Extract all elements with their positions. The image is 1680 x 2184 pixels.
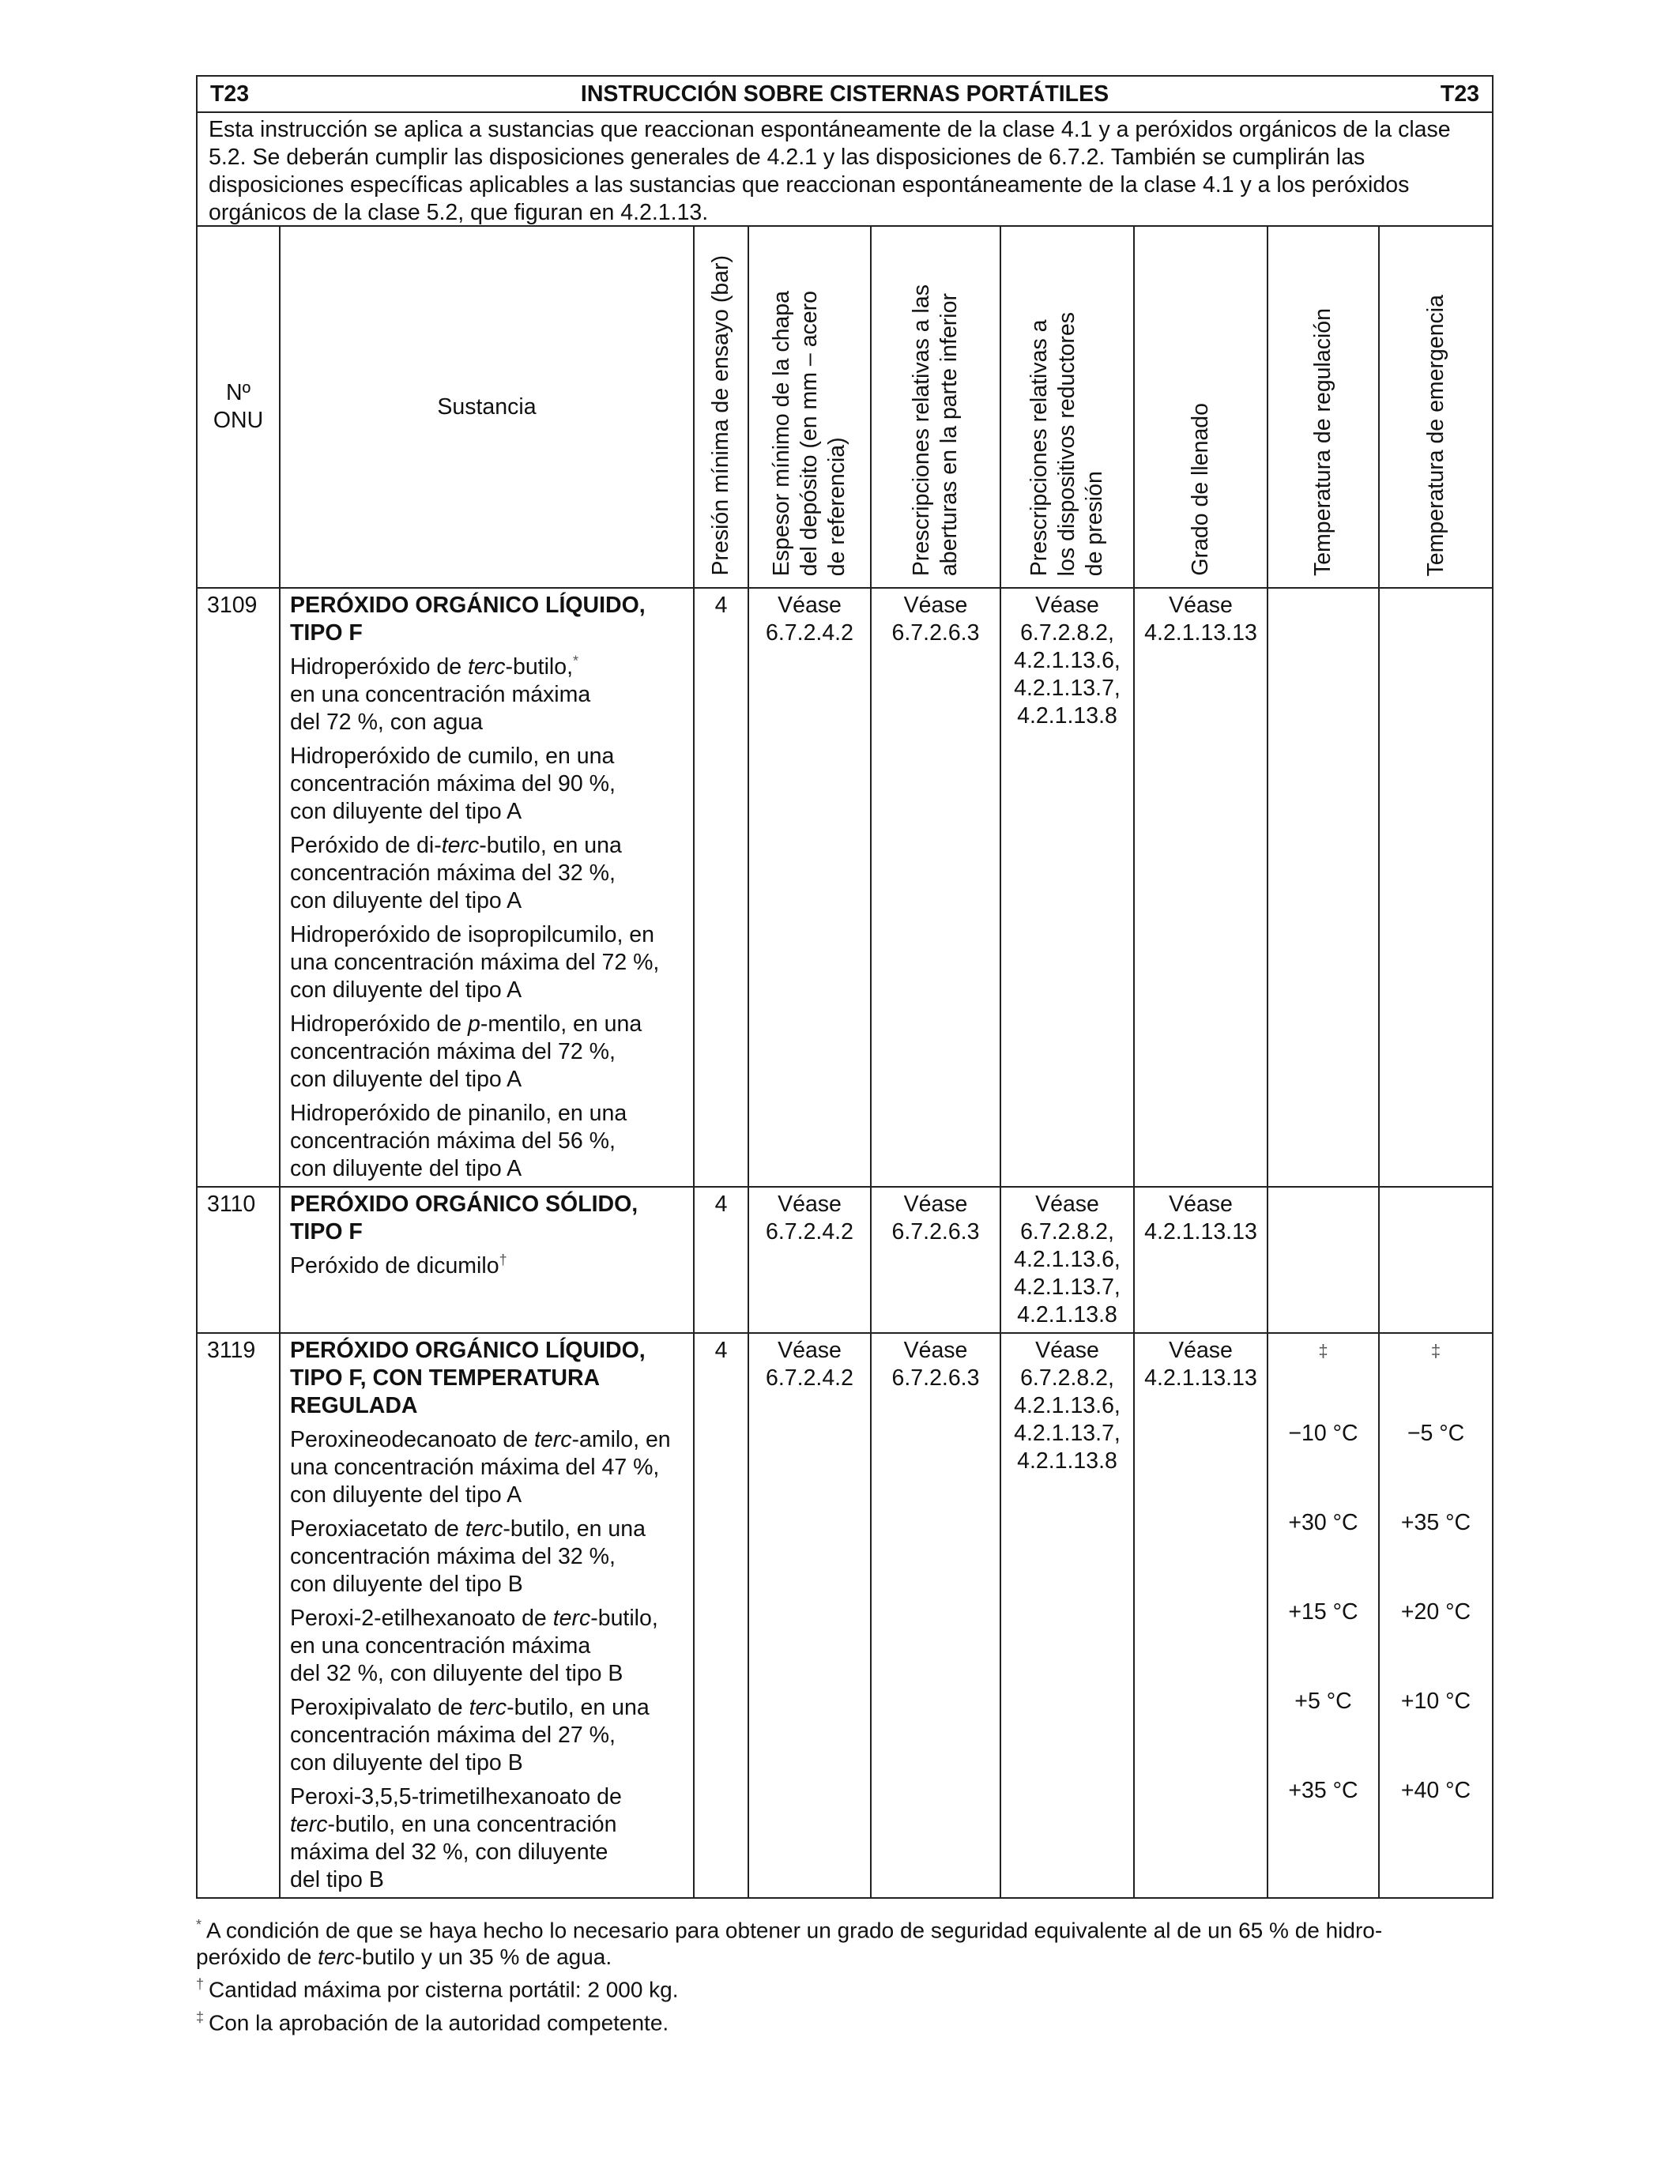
aberturas-ref: Véase 6.7.2.6.3 [891, 1192, 980, 1245]
espesor-ref: Véase 6.7.2.4.2 [766, 593, 853, 646]
instruction-code-right: T23 [1440, 81, 1480, 107]
table-row [197, 1187, 1493, 1333]
reductores-ref: Véase 6.7.2.8.2, 4.2.1.13.6, 4.2.1.13.7, 4.2.1.13.8 [1014, 1192, 1121, 1327]
header-emergencia: Temperatura de emergencia [1379, 226, 1493, 588]
reductores-ref: Véase 6.7.2.8.2, 4.2.1.13.6, 4.2.1.13.7, 4.2.1.13.8 [1014, 1338, 1121, 1474]
reductores-ref: Véase 6.7.2.8.2, 4.2.1.13.6, 4.2.1.13.7, 4.2.1.13.8 [1014, 593, 1121, 729]
substance-name: PERÓXIDO ORGÁNICO SÓLIDO, TIPO F [290, 1192, 638, 1245]
onu-number: 3119 [207, 1338, 256, 1363]
presion-value: 4 [714, 593, 728, 618]
sub-substance: Peroxineodecanoato de terc-amilo, en una concentración máxima del 47 %, con diluyente del tipo A [290, 1427, 671, 1508]
espesor-ref: Véase 6.7.2.4.2 [766, 1192, 853, 1245]
header-llenado: Grado de llenado [1134, 226, 1268, 588]
intro-text: Esta instrucción se aplica a sustancias que reaccionan espontáneamente de la clase 4.1 y a peróxidos orgánicos de la clase 5.2. Se deberán cumplir las disposiciones generales de 4.2.1 y las disposiciones de 6.7.2. También se cumplirán las disposiciones específicas aplicables a las sustancias que reaccionan espontáneamente de la clase 4.1 y a los peróxidos orgánicos de la clase 5.2, que figuran en 4.2.1.13. [209, 117, 1451, 225]
sub-substance: Peroxi-2-etilhexanoato de terc-butilo, en una concentración máxima del 32 %, con diluyente del tipo B [290, 1606, 658, 1686]
onu-number: 3110 [207, 1192, 256, 1217]
sub-substance: Hidroperóxido de pinanilo, en una concentración máxima del 56 %, con diluyente del tipo A [290, 1101, 627, 1181]
table-row [197, 588, 1493, 1187]
header-reductores: Prescripciones relativas a los dispositivos reductores de presión [1000, 226, 1134, 588]
footnote-mark: * [573, 653, 579, 669]
header-aberturas: Prescripciones relativas a las aberturas en la parte inferior [871, 226, 1000, 588]
sub-substance: Peroxi-3,5,5-trimetilhexanoato de terc-butilo, en una concentración máxima del 32 %, con diluyente del tipo B [290, 1784, 622, 1892]
footnote: † Cantidad máxima por cisterna portátil: 2 000 kg. [196, 1976, 679, 2002]
footnote-mark: ‡ [1430, 1341, 1441, 1361]
sub-substance: Hidroperóxido de p-mentilo, en una concentración máxima del 72 %, con diluyente del tipo A [290, 1011, 642, 1092]
sub-substance: Peroxipivalato de terc-butilo, en una concentración máxima del 27 %, con diluyente del tipo B [290, 1695, 650, 1775]
table-row [197, 1333, 1493, 1898]
regulacion-values: ‡ −10 °C +30 °C +15 °C +5 °C +35 °C [1268, 1334, 1378, 1808]
substance-cell [281, 589, 693, 1186]
footnote-mark: † [499, 1252, 507, 1268]
page [196, 75, 1492, 2036]
footnotes [196, 1911, 1492, 2036]
instruction-code-left: T23 [210, 81, 250, 107]
aberturas-ref: Véase 6.7.2.6.3 [891, 1338, 980, 1391]
header-presion: Presión mínima de ensayo (bar) [694, 226, 748, 588]
sub-substance: Hidroperóxido de terc-butilo,* en una concentración máxima del 72 %, con agua [290, 653, 591, 735]
llenado-ref: Véase 4.2.1.13.13 [1144, 593, 1257, 646]
sub-substance: Hidroperóxido de isopropilcumilo, en una concentración máxima del 72 %, con diluyente del tipo A [290, 922, 660, 1003]
sub-substance: Peróxido de dicumilo† [290, 1252, 507, 1278]
substance-name: PERÓXIDO ORGÁNICO LÍQUIDO, TIPO F [290, 593, 646, 646]
substance-cell [281, 1334, 693, 1897]
espesor-ref: Véase 6.7.2.4.2 [766, 1338, 853, 1391]
emergencia-values: ‡ −5 °C +35 °C +20 °C +10 °C +40 °C [1380, 1334, 1492, 1808]
header-sustancia: Sustancia [280, 226, 694, 588]
header-espesor: Espesor mínimo de la chapa del depósito (en mm – acero de referencia) [748, 226, 871, 588]
llenado-ref: Véase 4.2.1.13.13 [1144, 1192, 1257, 1245]
footnote: * A condición de que se haya hecho lo necesario para obtener un grado de seguridad equivalente al de un 65 % de hidro- peróxido de terc-butilo y un 35 % de agua. [196, 1917, 1383, 1970]
instruction-table [196, 75, 1494, 1899]
onu-number: 3109 [207, 593, 258, 618]
instruction-title: INSTRUCCIÓN SOBRE CISTERNAS PORTÁTILES [580, 81, 1109, 107]
presion-value: 4 [714, 1192, 728, 1217]
presion-value: 4 [714, 1338, 728, 1363]
sub-substance: Hidroperóxido de cumilo, en una concentración máxima del 90 %, con diluyente del tipo A [290, 744, 616, 824]
substance-name: PERÓXIDO ORGÁNICO LÍQUIDO, TIPO F, CON TEMPERATURA REGULADA [290, 1338, 646, 1418]
footnote-mark: ‡ [1318, 1341, 1328, 1361]
sub-substance: Peroxiacetato de terc-butilo, en una concentración máxima del 32 %, con diluyente del tipo B [290, 1516, 646, 1597]
header-regulacion: Temperatura de regulación [1268, 226, 1379, 588]
llenado-ref: Véase 4.2.1.13.13 [1144, 1338, 1257, 1391]
header-onu: Nº ONU [197, 226, 280, 588]
aberturas-ref: Véase 6.7.2.6.3 [891, 593, 980, 646]
footnote: ‡ Con la aprobación de la autoridad competente. [196, 2009, 669, 2035]
title-bar [198, 77, 1492, 111]
sub-substance: Peróxido de di-terc-butilo, en una concentración máxima del 32 %, con diluyente del tipo A [290, 833, 622, 913]
substance-cell [281, 1188, 693, 1283]
